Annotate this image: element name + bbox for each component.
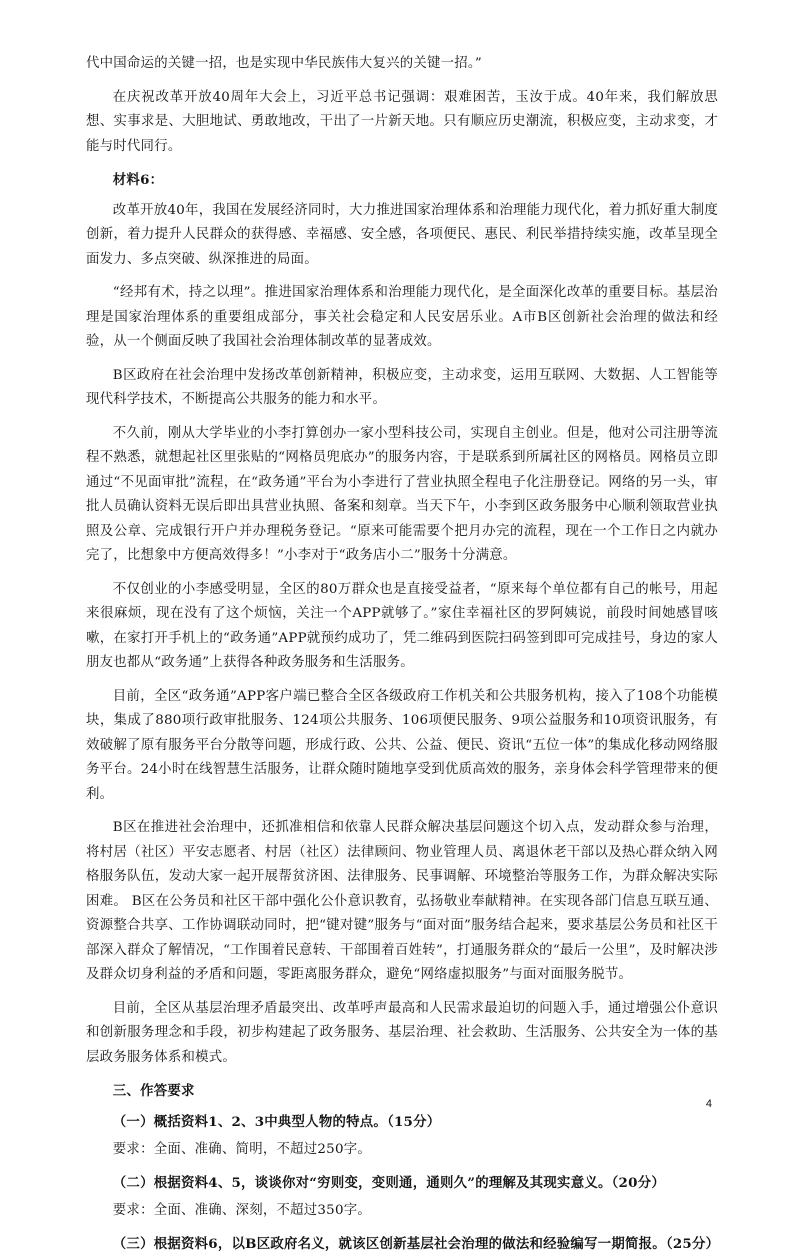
question: （一）概括资料1、2、3中典型人物的特点。（15分） xyxy=(112,1113,441,1130)
paragraph: B区在推进社会治理中，还抓准相信和依靠人民群众解决基层问题这个切入点，发动群众参与治理，将村居（社区）平安志愿者、村居（社区）法律顾问、物业管理人员、离退休老干部以及热心群众纳入网格服务队伍，发动大家一起开展帮贫济困、法律服务、民事调解、环境整治等服务工作，为群众解决实际困难。 B区在公务员和社区干部中强化公仆意识教育，弘扬敬业奉献精神。在实现各部门信息互联互通、资源整合共享、工作协调联动同时，把“键对键”服务与“面对面”服务结合起来，要求基层公务员和社区干部深入群众了解情况，“工作围着民意转、干部围着百姓转”，打通服务群众的“最后一公里”，及时解决涉及群众切身利益的矛盾和问题，零距离服务群众，避免“网络虚拟服务”与面对面服务脱节。 xyxy=(86,820,718,982)
question: （三）根据资料6，以B区政府名义，就该区创新基层社会治理的做法和经验编写一期简报。（25分） xyxy=(112,1235,720,1252)
question: （二）根据资料4、5，谈谈你对“穷则变，变则通，通则久”的理解及其现实意义。（20分） xyxy=(112,1174,665,1191)
page-number: 4 xyxy=(705,1098,712,1110)
paragraph: 不久前，刚从大学毕业的小李打算创办一家小型科技公司，实现自主创业。但是，他对公司注册等流程不熟悉，就想起社区里张贴的“网格员兜底办”的服务内容，于是联系到所属社区的网格员。网格员立即通过“不见面审批”流程，在“政务通”平台为小李进行了营业执照全程电子化注册登记。网络的另一头，审批人员确认资料无误后即出具营业执照、备案和刻章。当天下午，小李到区政务服务中心顺利领取营业执照及公章、完成银行开户并办理税务登记。“原来可能需要个把月办完的流程，现在一个工作日之内就办完了，比想象中方便高效得多！”小李对于“政务店小二”服务十分满意。 xyxy=(86,425,718,563)
section-heading: 材料6： xyxy=(112,172,164,188)
requirement: 要求：全面、准确、深刻，不超过350字。 xyxy=(112,1203,371,1218)
paragraph: “经邦有术，持之以理”。推进国家治理体系和治理能力现代化，是全面深化改革的重要目标。基层治理是国家治理体系的重要组成部分，事关社会稳定和人民安居乐业。A市B区创新社会治理的做法和经验，从一个侧面反映了我国社会治理体制改革的显著成效。 xyxy=(86,285,718,349)
document-page xyxy=(86,52,718,1260)
paragraph: 在庆祝改革开放40周年大会上，习近平总书记强调：艰难困苦，玉汝于成。40年来，我们解放思想、实事求是、大胆地试、勇敢地改，干出了一片新天地。只有顺应历史潮流，积极应变，主动求变，才能与时代同行。 xyxy=(86,89,718,154)
paragraph: 目前，全区从基层治理矛盾最突出、改革呼声最高和人民需求最迫切的问题入手，通过增强公仆意识和创新服务理念和手段，初步构建起了政务服务、基层治理、社会救助、生活服务、公共安全为一体的基层政务服务体系和模式。 xyxy=(86,1000,718,1065)
paragraph: 目前，全区“政务通”APP客户端已整合全区各级政府工作机关和公共服务机构，接入了108个功能模块，集成了880项行政审批服务、124项公共服务、106项便民服务、9项公益服务和10项资讯服务，有效破解了原有服务平台分散等问题，形成行政、公共、公益、便民、资讯“五位一体”的集成化移动网络服务平台。24小时在线智慧生活服务，让群众随时随地享受到优质高效的服务，亲身体会科学管理带来的便利。 xyxy=(86,688,718,802)
paragraph: 改革开放40年，我国在发展经济同时，大力推进国家治理体系和治理能力现代化，着力抓好重大制度创新，着力提升人民群众的获得感、幸福感、安全感，各项便民、惠民、利民举措持续实施，改革呈现全面发力、多点突破、纵深推进的局面。 xyxy=(86,202,718,267)
requirement: 要求：全面、准确、简明，不超过250字。 xyxy=(112,1142,371,1157)
section-heading: 三、作答要求 xyxy=(112,1083,195,1099)
paragraph: 代中国命运的关键一招，也是实现中华民族伟大复兴的关键一招。” xyxy=(86,56,482,71)
paragraph: 不仅创业的小李感受明显，全区的80万群众也是直接受益者，“原来每个单位都有自己的帐号，用起来很麻烦，现在没有了这个烦恼，关注一个APP就够了。”家住幸福社区的罗阿姨说，前段时间她感冒咳嗽，在家打开手机上的“政务通”APP就预约成功了，凭二维码到医院扫码签到即可完成挂号，身边的家人朋友也都从“政务通”上获得各种政务服务和生活服务。 xyxy=(86,581,718,670)
paragraph: B区政府在社会治理中发扬改革创新精神，积极应变，主动求变，运用互联网、大数据、人工智能等现代科学技术，不断提高公共服务的能力和水平。 xyxy=(86,367,718,407)
